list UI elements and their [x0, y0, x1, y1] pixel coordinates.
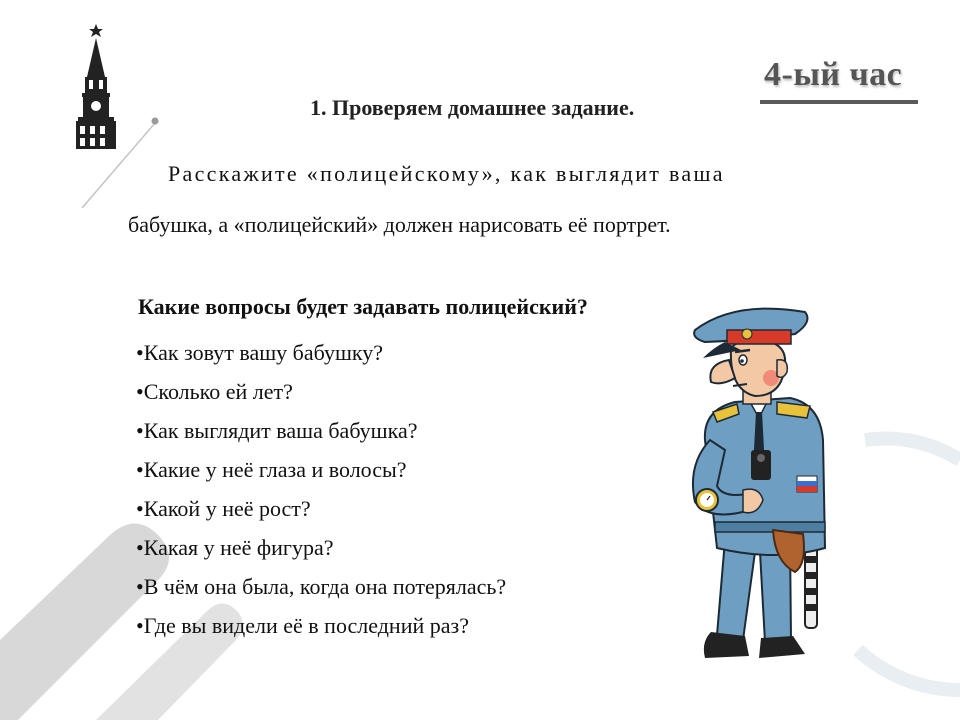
- list-item: • Какая у неё фигура?: [136, 534, 506, 573]
- decor-dot: [152, 118, 159, 125]
- list-item: • Как выглядит ваша бабушка?: [136, 417, 506, 456]
- section-heading: 1. Проверяем домашнее задание.: [310, 95, 635, 120]
- kremlin-tower-icon: [70, 22, 122, 152]
- list-item: • В чём она была, когда она потерялась?: [136, 573, 506, 612]
- list-item: • Сколько ей лет?: [136, 378, 506, 417]
- task-text-line-2: бабушка, а «полицейский» должен нарисовать её портрет.: [128, 212, 671, 237]
- watermark-emblem: [858, 438, 960, 690]
- policeman-illustration: [655, 290, 860, 670]
- questions-title: Какие вопросы будет задавать полицейский?: [138, 294, 588, 319]
- hour-title: 4-ый час: [764, 56, 903, 93]
- question-list: [136, 339, 506, 651]
- list-item: • Где вы видели её в последний раз?: [136, 612, 506, 651]
- list-item: • Какие у неё глаза и волосы?: [136, 456, 506, 495]
- task-text-line-1: Расскажите «полицейскому», как выглядит ваша: [168, 161, 725, 186]
- list-item: • Какой у неё рост?: [136, 495, 506, 534]
- hour-title-underline: [760, 100, 918, 104]
- list-item: • Как зовут вашу бабушку?: [136, 339, 506, 378]
